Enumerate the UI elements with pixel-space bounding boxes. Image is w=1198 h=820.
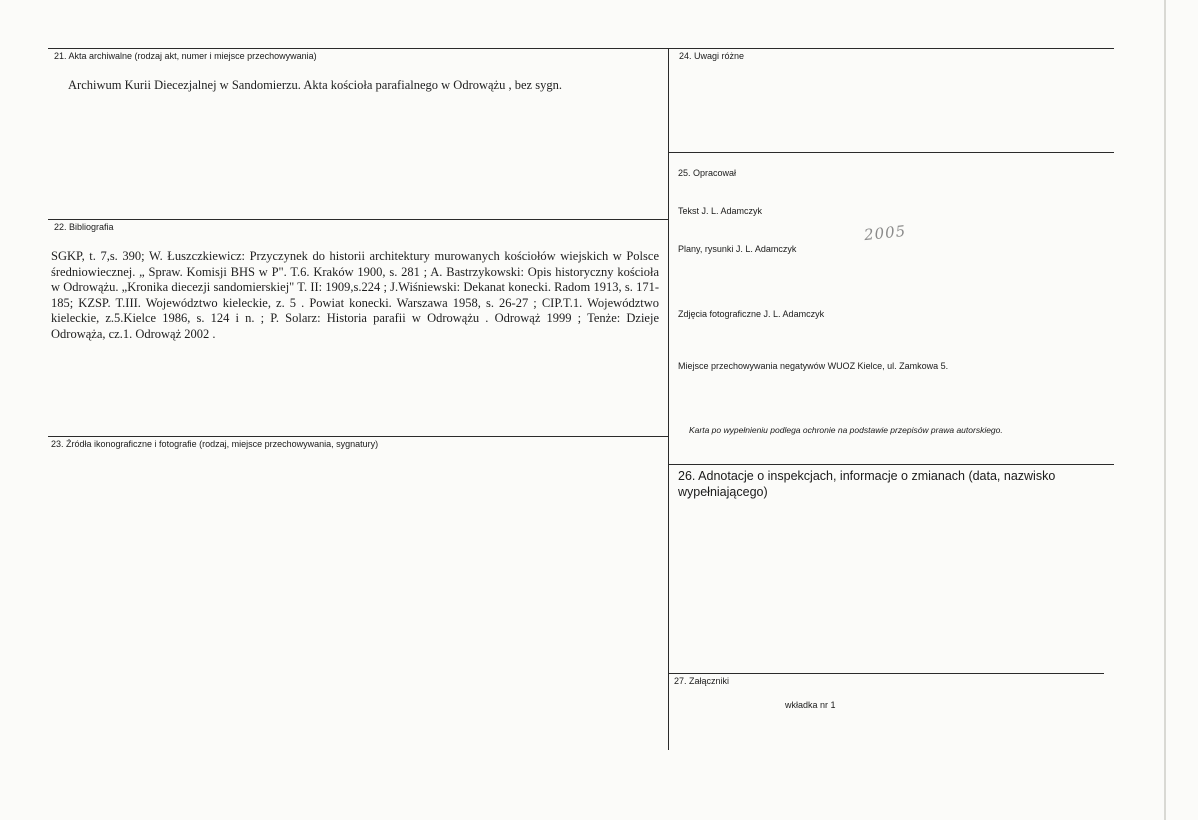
section26-label: 26. Adnotacje o inspekcjach, informacje o zmianach (data, nazwisko wypełniającego) <box>678 469 1056 499</box>
section22-label: 22. Bibliografia <box>54 222 114 232</box>
rule-section22 <box>48 219 668 220</box>
rule-section26 <box>668 464 1114 465</box>
section25-label: 25. Opracował <box>678 168 737 178</box>
section27-label: 27. Załączniki <box>674 676 730 686</box>
scan-page-edge <box>1164 0 1166 820</box>
section24-label: 24. Uwagi różne <box>679 51 745 61</box>
rule-center <box>668 48 669 750</box>
plans-author: Plany, rysunki J. L. Adamczyk <box>678 244 797 254</box>
text-author: Tekst J. L. Adamczyk <box>678 206 763 216</box>
negatives-location: Miejsce przechowywania negatywów WUOZ Kielce, ul. Zamkowa 5. <box>678 361 949 371</box>
attachment-item: wkładka nr 1 <box>785 700 836 710</box>
section23-label: 23. Źródła ikonograficzne i fotografie (rodzaj, miejsce przechowywania, sygnatury) <box>51 439 379 449</box>
section21-label: 21. Akta archiwalne (rodzaj akt, numer i miejsce przechowywania) <box>54 51 317 61</box>
rule-section23 <box>48 436 668 437</box>
photos-author: Zdjęcia fotograficzne J. L. Adamczyk <box>678 309 825 319</box>
section21-text: Archiwum Kurii Diecezjalnej w Sandomierzu. Akta kościoła parafialnego w Odrowążu , bez sygn. <box>68 78 562 92</box>
section22-text: SGKP, t. 7,s. 390; W. Łuszczkiewicz: Przyczynek do historii architektury murowanych kościołów wiejskich w Polsce średniowiecznej. „ Spraw. Komisji BHS w P". T.6. Kraków 1900, s. 281 ; A. Bastrzykowski: Opis historyczny kościoła w Odrowążu. „Kronika diecezji sandomierskiej" T. II: 1909,s.224 ; J.Wiśniewski: Dekanat konecki. Radom 1913, s. 171-185; KZSP. T.III. Województwo kieleckie, z. 5 . Powiat konecki. Warszawa 1958, s. 26-27 ; CIP.T.1. Województwo kieleckie, z.5.Kielce 1986, s. 124 i n. ; P. Solarz: Historia parafii w Odrowążu . Odrowąż 1999 ; Tenże: Dzieje Odrowąża, cz.1. Odrowąż 2002 . <box>51 249 659 341</box>
handwritten-year: 2005 <box>863 221 908 245</box>
rule-section27 <box>668 673 1104 674</box>
rule-section25 <box>668 152 1114 153</box>
copyright-note: Karta po wypełnieniu podlega ochronie na podstawie przepisów prawa autorskiego. <box>689 425 1003 435</box>
rule-top <box>48 48 1114 49</box>
